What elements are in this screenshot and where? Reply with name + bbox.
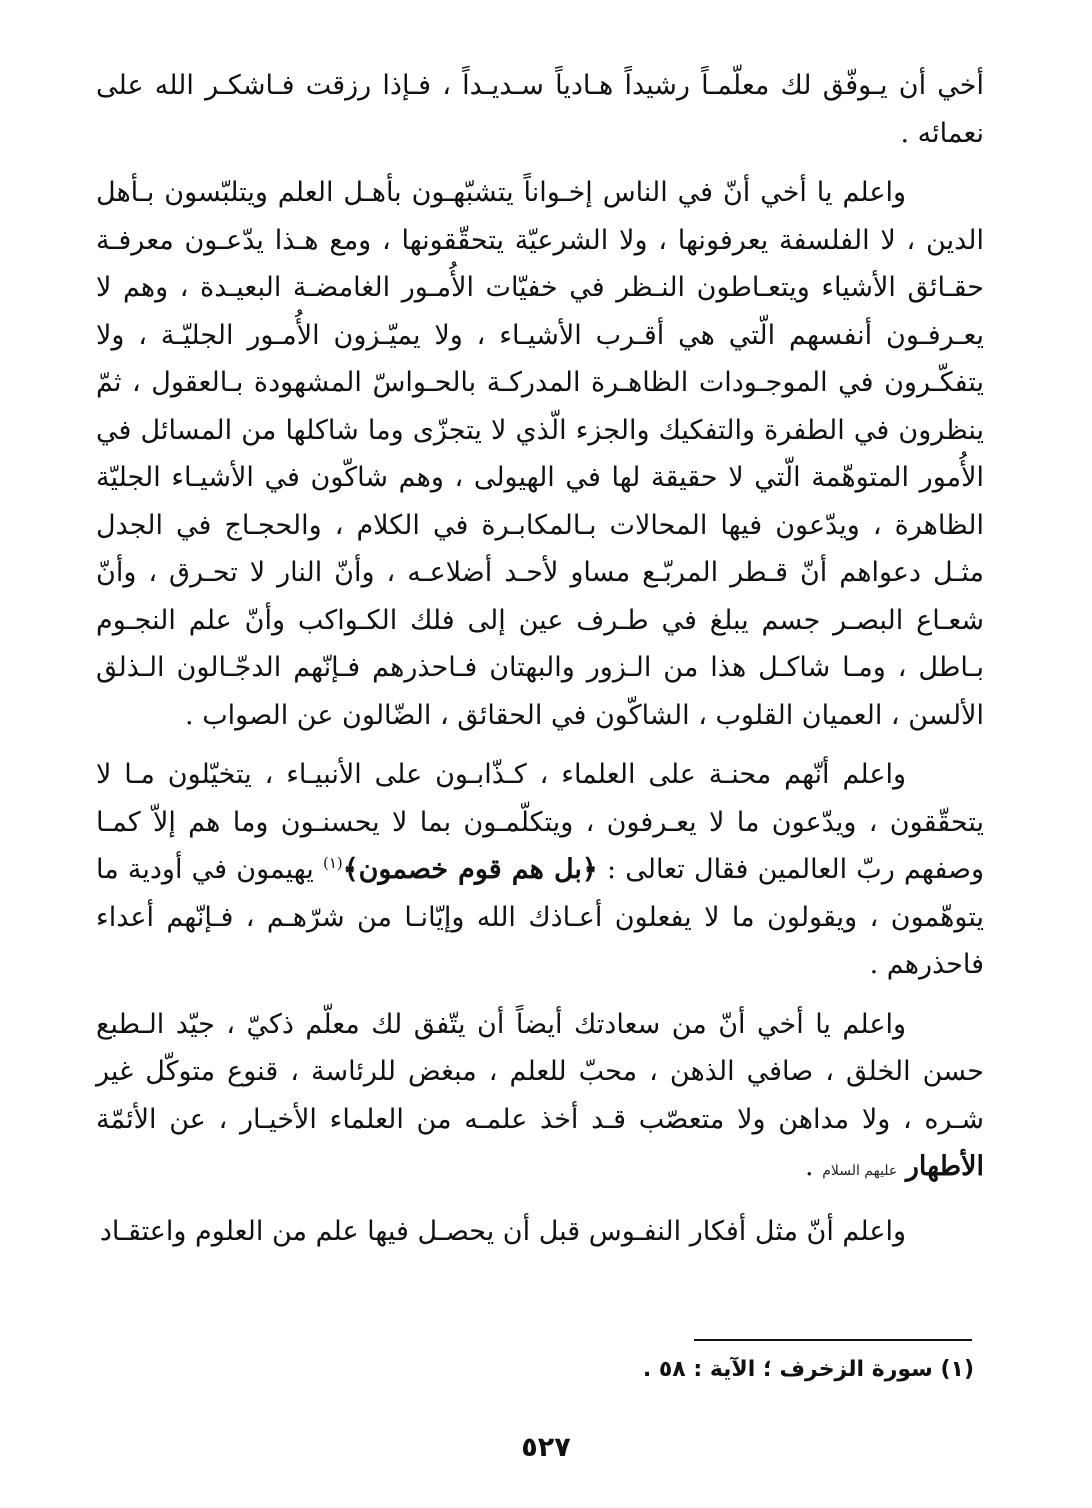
paragraph-4-text: واعلم يا أخي أنّ من سعادتك أيضاً أن يتّفق لك معلّم ذكيّ ، جيّد الـطبع حسن الخلق ، صافي الذهن ، محبّ للعلم ، مبغض للرئاسة ، قنوع متوكّل غير شـره ، ولا مداهن ولا متعصّب قـد أخذ علمـه من العلماء الأخيـار ، عن الأئمّة [96, 1008, 984, 1135]
paragraph-5 [96, 1208, 984, 1256]
paragraph-4 [96, 1001, 984, 1196]
paragraph-2-text: واعلم يا أخي أنّ في الناس إخـواناً يتشبّهـون بأهـل العلم ويتلبّسون بـأهل الدين ، لا الفلسفة يعرفونها ، ولا الشرعيّة يتحقّقونها ، ومع هـذا يدّعـون معرفـة حقـائق الأشياء ويتعـاطون النـظر في خفيّات الأُمـور الغامضـة البعيـدة ، وهم لا يعـرفـون أنفسهم الّتي هي أقـرب الأشيـاء ، ولا يميّـزون الأُمـور الجليّـة ، ولا يتفكّـرون في الموجـودات الظاهـرة المدركـة بالحـواسّ المشهودة بـالعقول ، ثمّ ينظرون في الطفرة والتفكيك والجزء الّذي لا يتجزّى وما شاكلها من المسائل في الأُمور المتوهّمة الّتي لا حقيقة لها في الهيولى ، وهم شاكّون في الأشيـاء الجليّة الظاهرة ، ويدّعون فيها المحالات بـالمكابـرة في الكلام ، والحجـاج في الجدل مثـل دعواهم أنّ قـطر المربّـع مساو لأحـد أضلاعـه ، وأنّ النار لا تحـرق ، وأنّ شعـاع البصـر جسم يبلغ في طـرف عين إلى فلك الكـواكب وأنّ علم النجـوم بـاطل ، ومـا شاكـل هذا من الـزور والبهتان فـاحذرهم فـإنّهم الدجّـالون الـذلق الألسن ، العميان القلوب ، الشاكّون في الحقائق ، الضّالون عن الصواب . [96, 177, 985, 731]
paragraph-3-text-end: يهيمون في أودية ما يتوهّمون ، ويقولون ما لا يفعلون أعـاذك الله وإيّانـا من شرّهـم ، فـإنّهم أعداء فاحذرهم . [96, 854, 984, 980]
paragraph-3-text-start: واعلم أنّهم محنـة على العلماء ، كـذّابـون على الأنبيـاء ، يتخيّلون مـا لا يتحقّقون ، ويدّعون ما لا يعـرفون ، ويتكلّمـون بما لا يحسنـون وما هم إلاّ كمـا وصفهم ربّ العالمين فقال تعالى : [96, 759, 984, 885]
quran-verse: ﴿بل هم قوم خصمون﴾ [342, 854, 598, 885]
paragraph-5-text: واعلم أنّ مثل أفكار النفـوس قبل أن يحصـل فيها علم من العلوم واعتقـاد [99, 1215, 906, 1247]
paragraph-4-period: . [805, 1151, 814, 1182]
paragraph-3 [96, 751, 984, 989]
body-text [96, 62, 984, 1255]
page-number: ٥٢٧ [521, 1432, 571, 1463]
blessing-glyph: عليهم السلام [822, 1163, 898, 1179]
paragraph-1 [96, 62, 984, 157]
footnote-separator [694, 1339, 972, 1341]
paragraph-2 [96, 169, 984, 739]
footnote-reference[interactable]: (١) [323, 854, 343, 872]
paragraph-4-bold-word: الأطهار [905, 1151, 984, 1182]
paragraph-1-text: أخي أن يـوفّق لك معلّمـاً رشيداً هـادياً سـديـداً ، فـإذا رزقت فـاشكـر الله على نعمائه . [96, 70, 984, 149]
footnote: (١) سورة الزخرف ؛ الآية : ٥٨ . [642, 1357, 974, 1382]
